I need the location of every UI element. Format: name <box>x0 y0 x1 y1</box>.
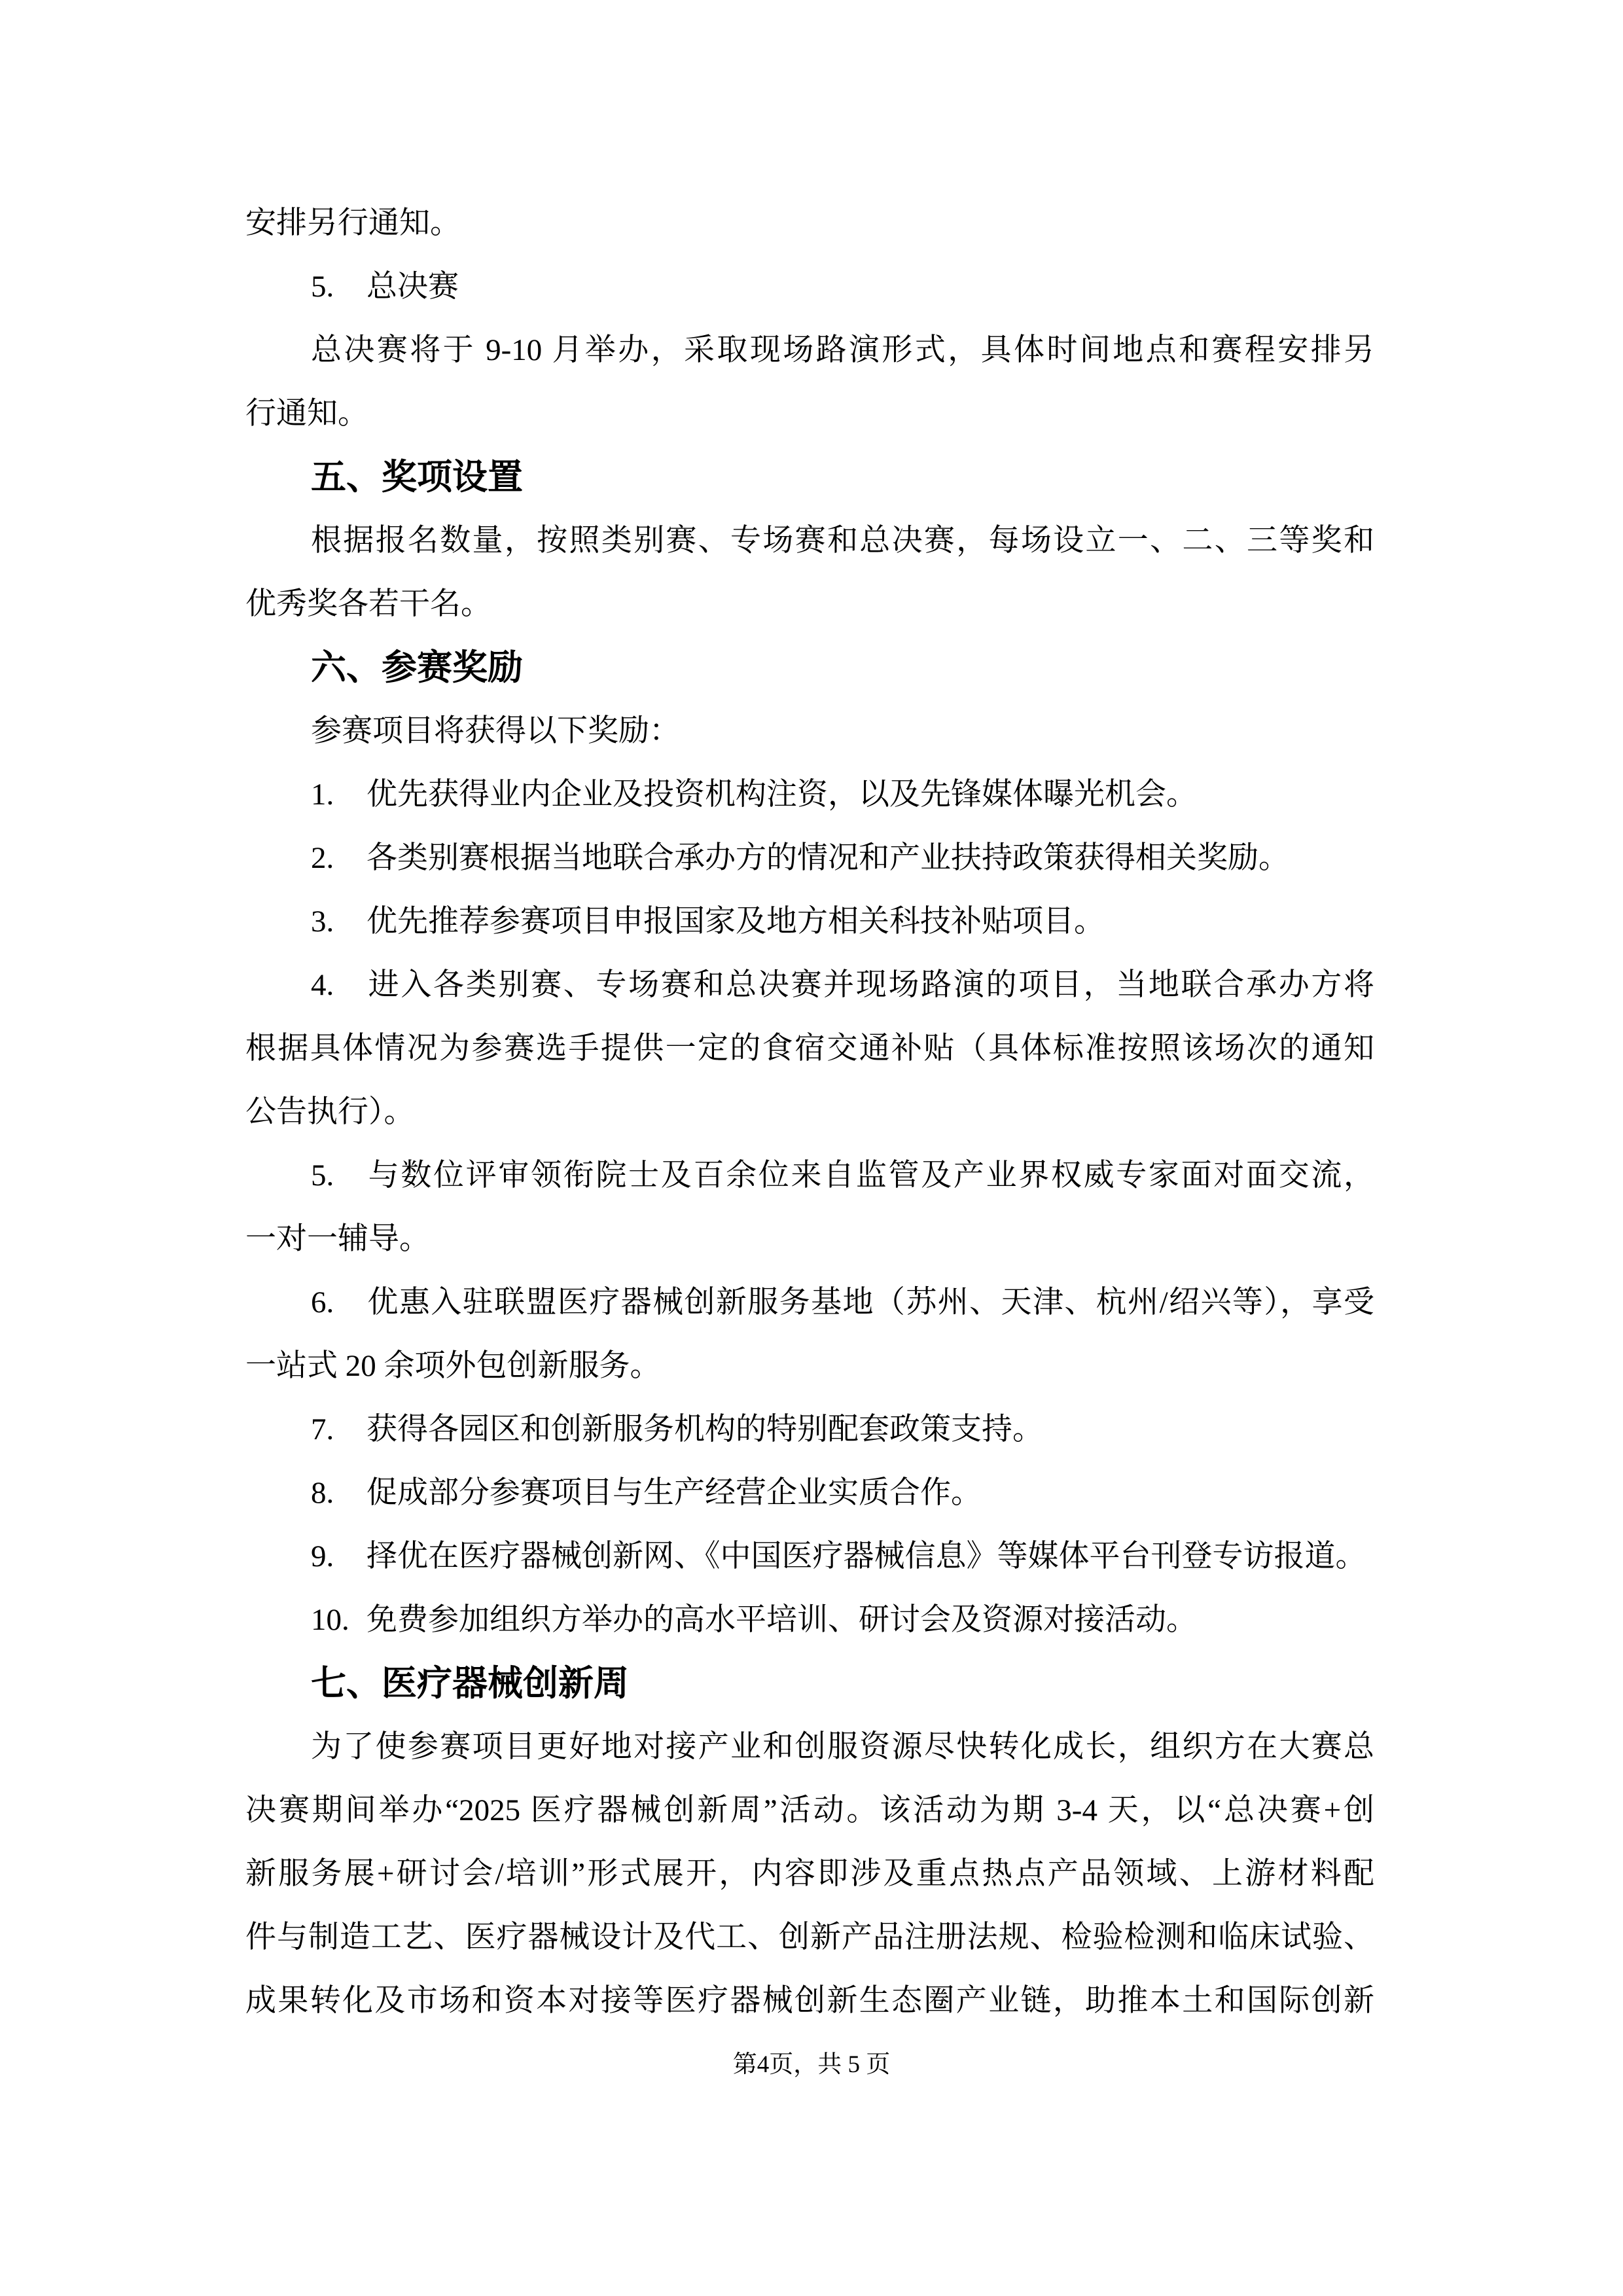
list-number: 4. <box>311 968 334 1002</box>
text-line: 为了使参赛项目更好地对接产业和创服资源尽快转化成长，组织方在大赛总 <box>311 1730 1374 1764</box>
list-number: 5. <box>311 270 334 304</box>
list-number: 1. <box>311 778 334 812</box>
text-line: 一站式 20 余项外包创新服务。 <box>245 1349 661 1383</box>
list-number: 10. <box>311 1603 349 1637</box>
section-heading: 六、参赛奖励 <box>311 648 523 687</box>
text-line: 决赛期间举办“2025 医疗器械创新周”活动。该活动为期 3-4 天，以“总决赛+创 <box>245 1793 1374 1827</box>
text-line: 5. 与数位评审领衔院士及百余位来自监管及产业界权威专家面对面交流， <box>245 1144 1374 1208</box>
list-number: 9. <box>311 1539 334 1573</box>
section-heading: 七、医疗器械创新周 <box>311 1664 629 1703</box>
text-line: 根据报名数量，按照类别赛、专场赛和总决赛，每场设立一、二、三等奖和 <box>311 524 1374 558</box>
list-number: 5. <box>311 1158 334 1193</box>
text-line: 行通知。 <box>245 397 368 431</box>
text-line: 2. 各类别赛根据当地联合承办方的情况和产业扶持政策获得相关奖励。 <box>245 827 1374 890</box>
text-line: 公告执行）。 <box>245 1095 415 1129</box>
text-line: 参赛项目将获得以下奖励： <box>311 714 680 748</box>
text-line: 总决赛将于 9-10 月举办，采取现场路演形式，具体时间地点和赛程安排另 <box>311 333 1374 367</box>
text-line: 10. 免费参加组织方举办的高水平培训、研讨会及资源对接活动。 <box>245 1588 1374 1652</box>
text-line: 成果转化及市场和资本对接等医疗器械创新生态圈产业链，助推本土和国际创新 <box>245 1984 1374 2018</box>
list-number: 3. <box>311 905 334 939</box>
page-footer: 第4页，共 5 页 <box>732 2051 891 2078</box>
list-number: 7. <box>311 1412 334 1446</box>
text-line: 一对一辅导。 <box>245 1222 430 1256</box>
text-line: 1. 优先获得业内企业及投资机构注资，以及先锋媒体曝光机会。 <box>245 763 1374 827</box>
text-line: 4. 进入各类别赛、专场赛和总决赛并现场路演的项目，当地联合承办方将 <box>245 954 1374 1017</box>
list-number: 8. <box>311 1476 334 1510</box>
text-line: 新服务展+研讨会/培训”形式展开，内容即涉及重点热点产品领域、上游材料配 <box>245 1857 1374 1891</box>
text-line: 件与制造工艺、医疗器械设计及代工、创新产品注册法规、检验检测和临床试验、 <box>245 1920 1374 1954</box>
text-line: 根据具体情况为参赛选手提供一定的食宿交通补贴（具体标准按照该场次的通知 <box>245 1031 1374 1066</box>
list-number: 2. <box>311 841 334 875</box>
section-heading: 五、奖项设置 <box>311 457 523 497</box>
text-line: 7. 获得各园区和创新服务机构的特别配套政策支持。 <box>245 1398 1374 1462</box>
list-number: 6. <box>311 1285 334 1319</box>
text-line: 安排另行通知。 <box>245 206 461 240</box>
text-line: 8. 促成部分参赛项目与生产经营企业实质合作。 <box>245 1462 1374 1525</box>
text-line: 优秀奖各若干名。 <box>245 587 491 621</box>
page-body <box>245 192 1374 2033</box>
text-line: 3. 优先推荐参赛项目申报国家及地方相关科技补贴项目。 <box>245 890 1374 954</box>
text-line: 9. 择优在医疗器械创新网、《中国医疗器械信息》等媒体平台刊登专访报道。 <box>245 1525 1374 1588</box>
text-line: 5. 总决赛 <box>245 255 1374 319</box>
text-line: 6. 优惠入驻联盟医疗器械创新服务基地（苏州、天津、杭州/绍兴等），享受 <box>245 1271 1374 1335</box>
